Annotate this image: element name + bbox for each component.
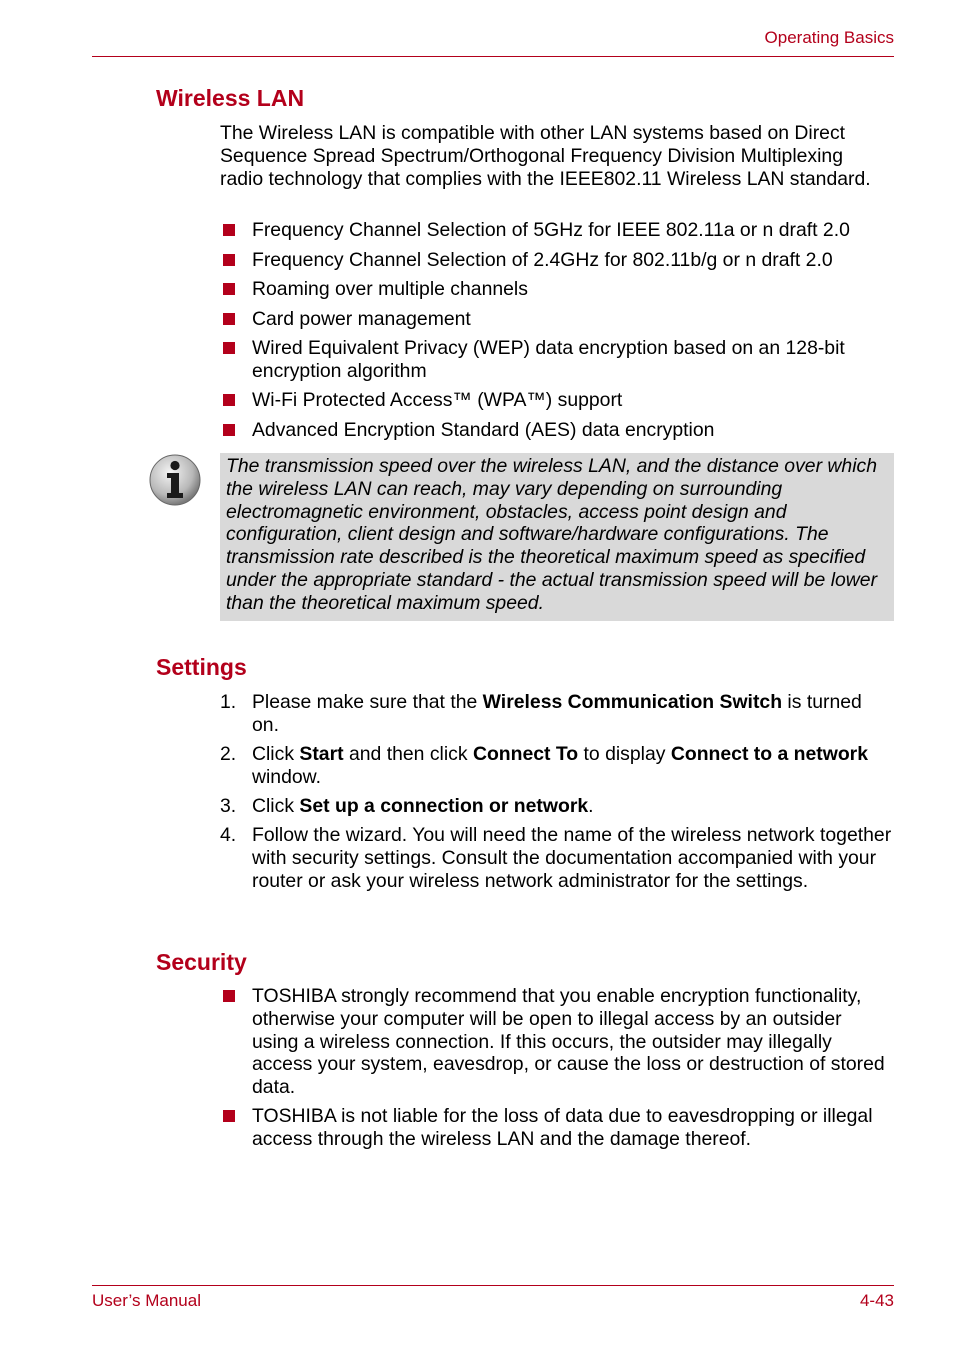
list-item: Advanced Encryption Standard (AES) data encryption: [220, 419, 888, 442]
bullet-square-icon: [223, 224, 235, 236]
heading-security: Security: [156, 949, 247, 975]
bullet-square-icon: [223, 394, 235, 406]
list-item: Wi-Fi Protected Access™ (WPA™) support: [220, 389, 888, 412]
list-item: Frequency Channel Selection of 2.4GHz for 802.11b/g or n draft 2.0: [220, 249, 888, 272]
list-item: Wired Equivalent Privacy (WEP) data encryption based on an 128-bit encryption algorithm: [220, 337, 888, 383]
bullet-square-icon: [223, 342, 235, 354]
running-header: Operating Basics: [764, 28, 894, 47]
bullet-square-icon: [223, 313, 235, 325]
bullet-square-icon: [223, 424, 235, 436]
bullet-square-icon: [223, 1110, 235, 1122]
intro-paragraph: The Wireless LAN is compatible with other LAN systems based on Direct Sequence Spread Spectrum/Orthogonal Frequency Division Multiplexing radio technology that complies with the IEEE802.11 Wireless LAN standard.: [220, 122, 871, 190]
list-item: Card power management: [220, 308, 888, 331]
bullet-square-icon: [223, 283, 235, 295]
footer-rule: [92, 1285, 894, 1286]
heading-wireless-lan: Wireless LAN: [156, 85, 305, 111]
list-item: TOSHIBA strongly recommend that you enable encryption functionality, otherwise your computer will be open to illegal access by an outsider using a wireless connection. If this occurs, the outsider may illegally access your system, eavesdrop, or cause the loss or destruction of stored data.: [220, 985, 888, 1099]
note-text: The transmission speed over the wireless LAN, and the distance over which the wireless LAN can reach, may vary depending on surrounding electromagnetic environment, obstacles, access point design and configuration, client design and software/hardware configurations. The transmission rate described is the theoretical maximum speed as specified under the appropriate standard - the actual transmission speed will be lower than the theoretical maximum speed.: [226, 455, 878, 614]
list-item: TOSHIBA is not liable for the loss of data due to eavesdropping or illegal access through the wireless LAN and the damage thereof.: [220, 1105, 888, 1151]
bullet-square-icon: [223, 254, 235, 266]
list-item: Roaming over multiple channels: [220, 278, 888, 301]
step-item: 1. Please make sure that the Wireless Communication Switch is turned on.: [220, 691, 862, 736]
step-item: 3. Click Set up a connection or network.: [220, 795, 594, 817]
heading-settings: Settings: [156, 654, 247, 680]
page-number: 4-43: [859, 1291, 894, 1310]
step-item: 4. Follow the wizard. You will need the name of the wireless network together with security settings. Consult the documentation accompanied with your router or ask your wireless network administrator for the settings.: [220, 824, 892, 892]
list-item: Frequency Channel Selection of 5GHz for IEEE 802.11a or n draft 2.0: [220, 219, 888, 242]
info-icon: [148, 453, 202, 507]
header-rule: [92, 56, 894, 57]
step-item: 2. Click Start and then click Connect To to display Connect to a network window.: [220, 743, 868, 788]
footer-title: User’s Manual: [92, 1291, 201, 1310]
note-box: [220, 453, 894, 621]
bullet-square-icon: [223, 990, 235, 1002]
